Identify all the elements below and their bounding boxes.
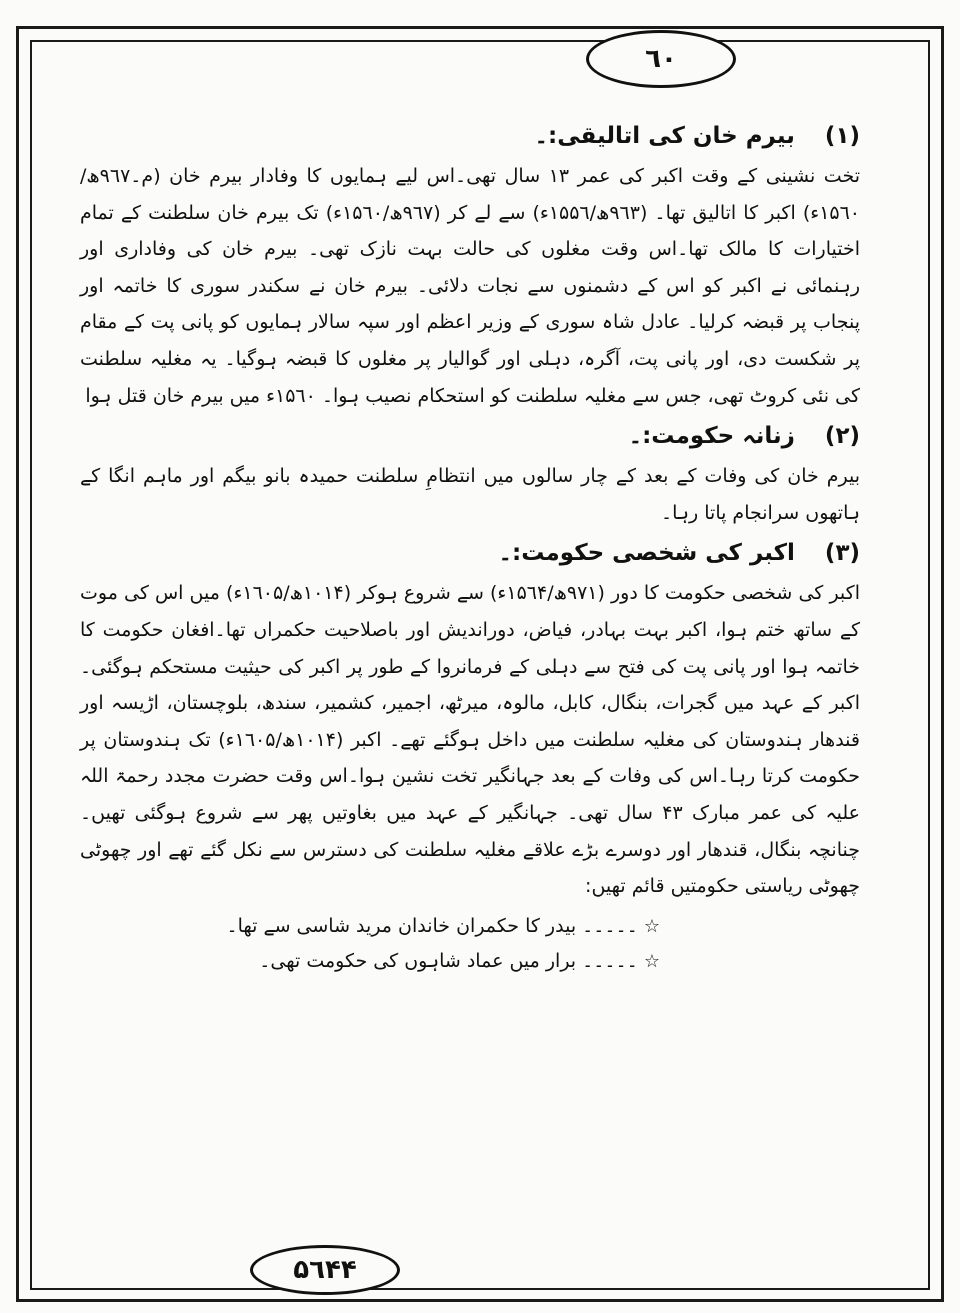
section-1-title: بیرم خان کی اتالیقی:۔ — [534, 123, 795, 149]
section-3-number: (۳) — [824, 540, 860, 567]
star-icon: ☆ — [643, 915, 660, 937]
bullet-text: ۔۔۔۔۔ برار میں عماد شاہوں کی حکومت تھی۔ — [259, 949, 638, 972]
section-2-paragraph: بیرم خان کی وفات کے بعد کے چار سالوں میں انتظامِ سلطنت حمیدہ بانو بیگم اور ماہم انگا کے ہاتھوں سرانجام پاتا رہا۔ — [80, 465, 860, 524]
bullet-text: ۔۔۔۔۔ بیدر کا حکمران خاندان مرید شاسی سے تھا۔ — [226, 914, 638, 937]
section-3-paragraph: اکبر کی شخصی حکومت کا دور (۹۷۱ھ/۱۵٦۴ء) سے شروع ہوکر (۱۰۱۴ھ/۱٦۰۵ء) میں اس کی موت کے ساتھ ختم ہوا، اکبر بہت بہادر، فیاض، دوراندیش اور باصلاحیت حکمراں تھا۔افغان حکومت کا خاتمہ ہوا اور پانی پت کی فتح سے دہلی کے فرمانروا کے طور پر اکبر کی حیثیت مستحکم ہوگئی۔ اکبر کے عہد میں گجرات، بنگال، کابل، مالوہ، میرٹھ، اجمیر، کشمیر، سندھ، بلوچستان، اڑیسہ اور قندھار ہندوستان کی مغلیہ سلطنت میں داخل ہوگئے تھے۔ اکبر (۱۰۱۴ھ/۱٦۰۵ء) تک ہندوستان پر حکومت کرتا رہا۔اس کی وفات کے بعد جہانگیر تخت نشین ہوا۔اس وقت حضرت مجدد رحمۃ اللہ علیہ کی عمر مبارک ۴۳ سال تھی۔ جہانگیر کے عہد میں بغاوتیں پھر سے شروع ہوگئی تھیں۔ چنانچہ بنگال، قندھار اور دوسرے بڑے علاقے مغلیہ سلطنت کی دسترس سے نکل گئے تھے اور چھوٹی چھوٹی ریاستی حکومتیں قائم تھیں: — [80, 582, 860, 898]
page-number-top: ٦٠ — [586, 30, 736, 88]
section-3-title: اکبر کی شخصی حکومت:۔ — [498, 540, 795, 567]
section-2-number: (۲) — [824, 423, 860, 450]
bullet-item — [80, 909, 860, 944]
star-icon: ☆ — [643, 950, 660, 972]
page-number-bottom: ۵٦۴۴ — [250, 1245, 400, 1295]
section-2-heading — [80, 418, 860, 454]
page-content — [80, 118, 860, 979]
section-3-heading — [80, 535, 860, 571]
bullet-item — [80, 944, 860, 979]
section-1-paragraph: تخت نشینی کے وقت اکبر کی عمر ۱۳ سال تھی۔اس لیے ہمایوں کا وفادار بیرم خان (م۔۹٦۷ھ/۱۵٦۰ء) اکبر کا اتالیق تھا۔ (۹٦۳ھ/۱۵۵٦ء) سے لے کر (۹٦۷ھ/۱۵٦۰ء) تک بیرم خان سلطنت کے تمام اختیارات کا مالک تھا۔اس وقت مغلوں کی حالت بہت نازک تھی۔ بیرم خان کی وفاداری اور رہنمائی نے اکبر کو اس کے دشمنوں سے نجات دلائی۔ بیرم خان نے سکندر سوری کا خاتمہ اور پنجاب پر قبضہ کرلیا۔ عادل شاہ سوری کے وزیر اعظم اور سپہ سالار ہمایوں کو پانی پت کے مقام پر شکست دی، اور پانی پت، آگرہ، دہلی اور گوالیار پر مغلوں کا قبضہ ہوگیا۔ یہ مغلیہ سلطنت کی نئی کروٹ تھی، جس سے مغلیہ سلطنت کو استحکام نصیب ہوا۔ ۱۵٦۰ء میں بیرم خان قتل ہوا — [80, 165, 861, 407]
section-1-number: (۱) — [824, 123, 860, 149]
section-2-title: زنانہ حکومت:۔ — [628, 423, 795, 450]
section-1-heading — [80, 118, 860, 154]
